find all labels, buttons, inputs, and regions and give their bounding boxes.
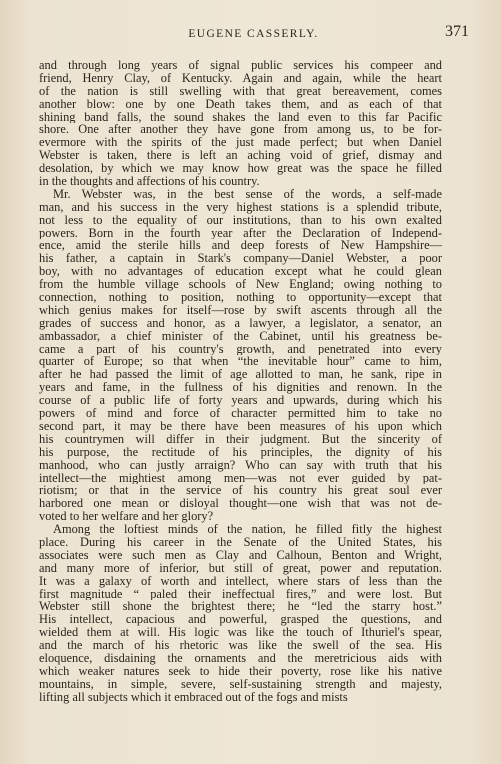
paragraph — [39, 59, 442, 188]
text-line: shore. One after another they have gone from among us, to be for- — [39, 123, 442, 137]
text-line: from the humble village schools of New England; owing nothing to — [39, 278, 442, 292]
text-line: lifting all subjects which it embraced out of the fogs and mists — [39, 690, 348, 704]
text-line: Webster is taken, there is left an aching void of grief, dismay and — [39, 149, 442, 163]
text-line: another blow: one by one Death takes them, and as each of that — [39, 97, 442, 111]
text-line: friend, Henry Clay, of Kentucky. Again and again, while the heart — [39, 71, 442, 85]
text-line: powers. Born in the fourth year after the Declaration of Independ- — [39, 226, 442, 240]
text-line: second part, it may be there have been measures of his upon which — [39, 419, 442, 433]
text-line: wielded them at will. His logic was like the touch of Ithuriel's spear, — [39, 626, 442, 640]
text-line: intellect—the mightiest among men—was not ever guided by pat- — [39, 471, 442, 485]
running-head — [38, 23, 469, 42]
text-line: ence, amid the sterile hills and deep forests of New Hampshire— — [39, 239, 442, 253]
text-line: Mr. Webster was, in the best sense of the words, a self-made — [53, 187, 442, 201]
text-line: riotism; or that in the service of his country his great soul ever — [39, 484, 442, 498]
page-number: 371 — [445, 23, 469, 40]
body-text — [39, 59, 442, 704]
text-line: his father, a captain in Stark's company—Daniel Webster, a poor — [39, 252, 442, 266]
text-line: associates were such men as Clay and Calhoun, Benton and Wright, — [39, 548, 442, 562]
text-line: It was a galaxy of worth and intellect, where stars of less than the — [39, 574, 442, 588]
text-line: years and fame, in the fullness of his dignities and renown. In the — [39, 381, 442, 395]
paragraph — [39, 188, 442, 523]
text-line: in the thoughts and affections of his country. — [39, 175, 260, 188]
text-line: which genius makes for itself—rose by swift ascents through all the — [39, 303, 442, 317]
text-line: eloquence, disdaining the ornaments and the meretricious aids with — [39, 651, 442, 665]
text-line: voted to her welfare and her glory? — [39, 510, 214, 524]
text-line: which weaker natures seek to hide their poverty, rose like his native — [39, 664, 442, 678]
text-line: Webster still shone the brightest there; he “led the starry host.” — [39, 600, 442, 614]
text-line: shining band falls, the sound shakes the land even to this far Pacific — [39, 110, 442, 124]
text-line: ambassador, a chief minister of the Cabinet, until his greatness be- — [39, 329, 442, 343]
text-line: mountains, in simple, severe, self-sustaining strength and majesty, — [39, 677, 442, 691]
text-line: connection, nothing to position, nothing to opportunity—except that — [39, 291, 442, 304]
text-line: his purpose, the rectitude of his principles, the dignity of his — [39, 445, 442, 459]
text-line: manhood, who can justly arraign? Who can say with truth that his — [39, 458, 442, 472]
text-line: course of a public life of forty years and upwards, during which his — [39, 394, 442, 408]
text-line: after he had passed the limit of age allotted to man, he sank, ripe in — [39, 368, 442, 382]
text-line: of the nation is still swelling with that great bereavement, comes — [39, 84, 442, 98]
text-line: powers of mind and force of character permitted him to take no — [39, 407, 442, 420]
text-line: first magnitude “ paled their ineffectual fires,” and were lost. But — [39, 587, 442, 601]
text-line: and through long years of signal public services his compeer and — [39, 59, 442, 72]
text-line: harbored one mean or disloyal thought—one wish that was not de- — [39, 497, 442, 511]
text-line: man, and his success in the very highest stations is a splendid tribute, — [39, 200, 442, 214]
text-line: desolation, by which we may know how great was the space he filled — [39, 162, 442, 176]
text-line: his countrymen will differ in their judgment. But the sincerity of — [39, 432, 442, 446]
text-line: quarter of Europe; so that when “the inevitable hour” came to him, — [39, 355, 442, 369]
paragraph — [39, 523, 442, 703]
text-line: His intellect, capacious and powerful, grasped the questions, and — [39, 613, 442, 627]
text-line: came a part of his country's growth, and penetrated into every — [39, 342, 442, 356]
text-line: boy, with no advantages of education except what he could glean — [39, 265, 442, 279]
text-line: grades of success and honor, as a lawyer, a legislator, a senator, an — [39, 316, 442, 330]
text-line: not less to the equality of our institutions, than to his own exalted — [39, 213, 442, 227]
text-line: evermore with the spirits of the just made perfect; but when Daniel — [39, 136, 442, 150]
text-line: Among the loftiest minds of the nation, he filled fitly the highest — [53, 523, 442, 536]
text-line: and many more of inferior, but still of great, power and reputation. — [39, 561, 442, 575]
text-line: and the march of his rhetoric was like the swell of the sea. His — [39, 639, 442, 652]
text-line: place. During his career in the Senate of the United States, his — [39, 535, 442, 549]
running-title: EUGENE CASSERLY. — [188, 28, 319, 40]
